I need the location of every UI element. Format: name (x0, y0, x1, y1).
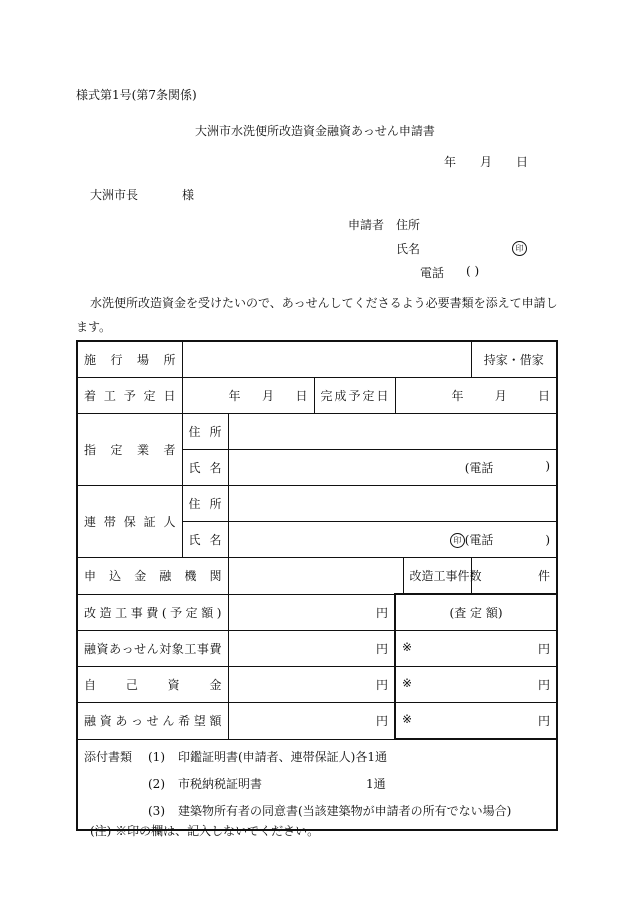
contractor-name-label: 氏名 (182, 450, 228, 486)
start-month: 月 (261, 389, 274, 403)
body-text-line2: ます。 (76, 320, 112, 334)
addressee: 大洲市長 (90, 188, 139, 202)
bank-input[interactable] (228, 558, 403, 595)
attachments-label: 添付書類 (84, 750, 133, 764)
row-guarantor-address (77, 486, 557, 522)
start-year: 年 (228, 389, 241, 403)
cost-yen: 円 (375, 605, 388, 620)
complete-month: 月 (494, 389, 507, 403)
own-funds-yen: 円 (375, 678, 388, 692)
cost-label: 改造工事費(予定額) (77, 594, 228, 631)
body-text-line1: 水洗便所改造資金を受けたいので、あっせんしてくださるよう必要書類を添えて申請し (90, 296, 558, 310)
addressee-suffix: 様 (182, 188, 195, 202)
row-loan-request (77, 703, 557, 740)
complete-day: 日 (538, 389, 551, 403)
loan-request-assessed-yen: 円 (538, 714, 551, 728)
date-day: 日 (516, 155, 529, 169)
cost-input[interactable] (228, 594, 395, 631)
loan-request-input[interactable] (228, 703, 395, 740)
start-day: 日 (295, 389, 308, 403)
contractor-name-input[interactable] (228, 450, 557, 486)
attachment-num: (1) (148, 750, 165, 764)
assessed-header: (査 定 額) (395, 594, 557, 631)
loan-cost-label: 融資あっせん対象工事費 (77, 631, 228, 667)
site-input[interactable] (182, 341, 471, 378)
own-funds-input[interactable] (228, 667, 395, 703)
guarantor-name-label: 氏名 (182, 522, 228, 558)
attachments-cell (77, 739, 557, 830)
loan-cost-assessed (395, 631, 557, 667)
row-bank (77, 558, 557, 595)
own-funds-assessed (395, 667, 557, 703)
loan-request-assessed (395, 703, 557, 740)
seal-mark: 印 (512, 241, 527, 256)
footnote: (注) ※印の欄は、記入しないでください。 (90, 824, 320, 838)
complete-date-input[interactable] (395, 378, 557, 414)
row-cost (77, 594, 557, 631)
count-label: 改造工事件数 (403, 558, 471, 595)
site-label: 施行場所 (77, 341, 182, 378)
applicant-phone-label: 電話 (420, 266, 445, 280)
complete-date-label: 完成予定日 (314, 378, 395, 414)
row-own-funds (77, 667, 557, 703)
own-funds-label: 自己資金 (77, 667, 228, 703)
row-loan-cost (77, 631, 557, 667)
contractor-phone-close: ) (545, 459, 551, 473)
applicant-phone-parens: ( ) (466, 264, 480, 278)
guarantor-address-input[interactable] (228, 486, 557, 522)
own-funds-mark: ※ (402, 676, 413, 690)
application-table (76, 340, 558, 831)
guarantor-seal-mark: 印 (450, 533, 465, 548)
attachment-text: 市税納税証明書 (178, 777, 263, 791)
date-year: 年 (444, 155, 457, 169)
attachment-num: (2) (148, 777, 165, 791)
guarantor-phone-close: ) (545, 532, 551, 547)
guarantor-phone-open: (電話 (464, 533, 494, 547)
contractor-label: 指定業者 (77, 414, 182, 486)
start-date-input[interactable] (182, 378, 314, 414)
date-month: 月 (480, 155, 493, 169)
attachment-count: 1通 (366, 777, 386, 791)
loan-request-label: 融資あっせん希望額 (77, 703, 228, 740)
attachment-num: (3) (148, 804, 165, 818)
attachment-item (84, 771, 550, 798)
row-attachments (77, 739, 557, 830)
attachment-item (84, 744, 550, 771)
loan-cost-mark: ※ (402, 640, 413, 654)
guarantor-address-label: 住所 (182, 486, 228, 522)
contractor-address-input[interactable] (228, 414, 557, 450)
loan-cost-yen: 円 (375, 642, 388, 656)
start-date-label: 着工予定日 (77, 378, 182, 414)
document-title: 大洲市水洗便所改造資金融資あっせん申請書 (195, 124, 435, 138)
guarantor-label: 連帯保証人 (77, 486, 182, 558)
own-funds-assessed-yen: 円 (538, 678, 551, 692)
count-unit: 件 (538, 569, 551, 583)
guarantor-name-input[interactable] (228, 522, 557, 558)
row-dates (77, 378, 557, 414)
attachment-item (84, 798, 550, 825)
applicant-label: 申請者 (348, 218, 385, 232)
row-site (77, 341, 557, 378)
loan-cost-assessed-yen: 円 (538, 642, 551, 656)
row-contractor-address (77, 414, 557, 450)
form-number: 様式第1号(第7条関係) (76, 88, 197, 102)
loan-cost-input[interactable] (228, 631, 395, 667)
count-input[interactable] (471, 558, 557, 595)
attachment-text: 印鑑証明書(申請者、連帯保証人)各1通 (178, 750, 387, 764)
loan-request-mark: ※ (402, 712, 413, 726)
site-ownership[interactable]: 持家・借家 (471, 341, 557, 378)
contractor-phone-open: (電話 (464, 461, 494, 475)
applicant-name-label: 氏名 (396, 242, 421, 256)
contractor-address-label: 住所 (182, 414, 228, 450)
bank-label: 申込金融機関 (77, 558, 228, 595)
loan-request-yen: 円 (375, 714, 388, 729)
complete-year: 年 (451, 389, 464, 403)
attachment-text: 建築物所有者の同意書(当該建築物が申請者の所有でない場合) (178, 804, 512, 818)
applicant-address-label: 住所 (396, 218, 421, 232)
